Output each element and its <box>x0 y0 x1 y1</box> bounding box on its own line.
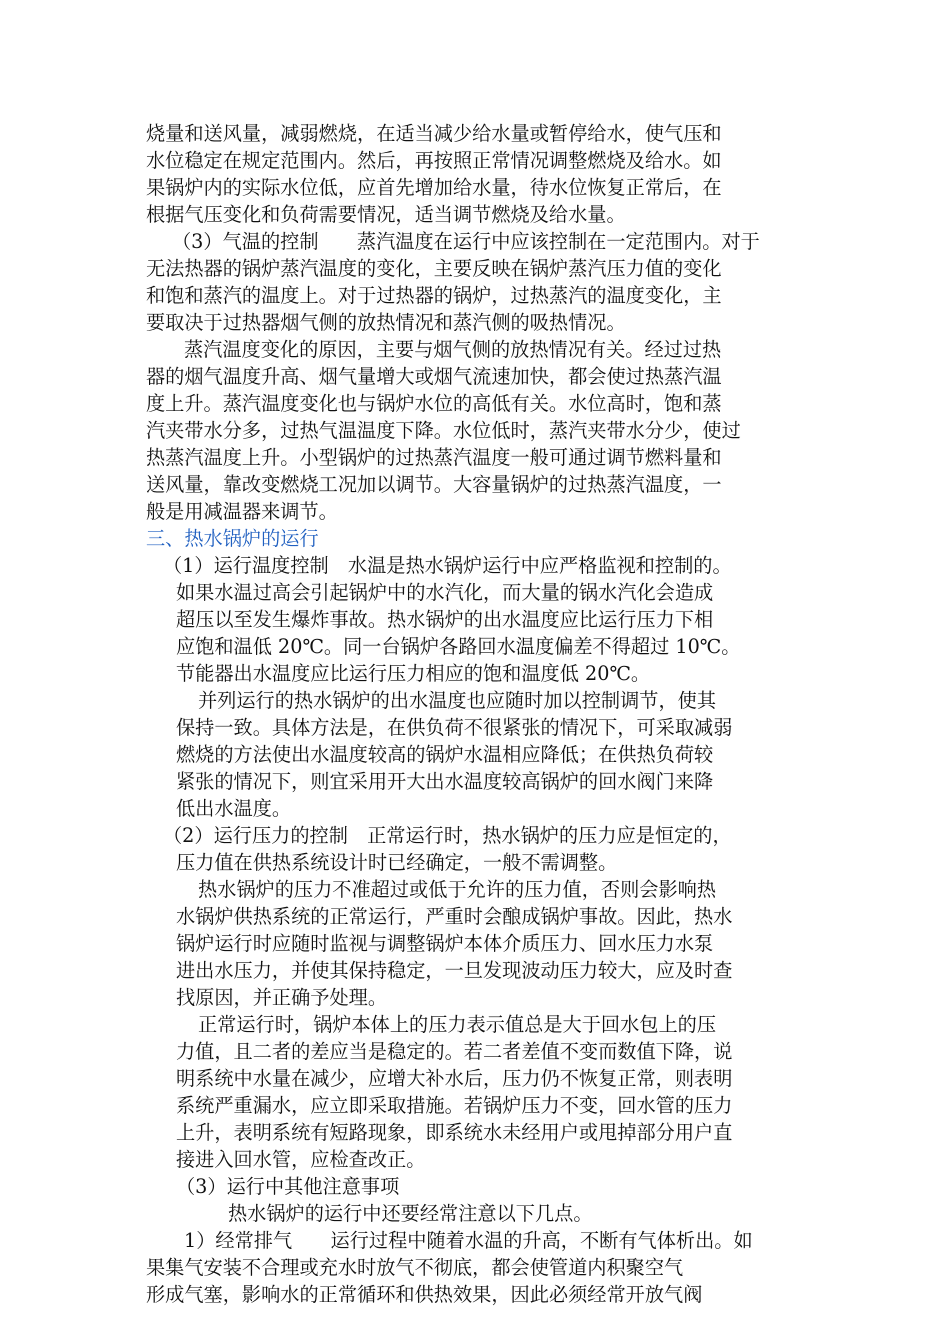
text-line: 水位稳定在规定范围内。然后，再按照正常情况调整燃烧及给水。如 <box>146 149 722 172</box>
text-line: 热蒸汽温度上升。小型锅炉的过热蒸汽温度一般可通过调节燃料量和 <box>146 446 722 469</box>
text-line: 根据气压变化和负荷需要情况，适当调节燃烧及给水量。 <box>146 203 626 226</box>
text-line: 形成气塞，影响水的正常循环和供热效果，因此必须经常开放气阀 <box>146 1283 703 1306</box>
text-line: 超压以至发生爆炸事故。热水锅炉的出水温度应比运行压力下相 <box>176 608 714 631</box>
text-line: 力值，且二者的差应当是稳定的。若二者差值不变而数值下降，说 <box>176 1040 733 1063</box>
text-line: （3）运行中其他注意事项 <box>176 1175 400 1198</box>
text-line: 明系统中水量在减少，应增大补水后，压力仍不恢复正常，则表明 <box>176 1067 733 1090</box>
text-line: （3）气温的控制 蒸汽温度在运行中应该控制在一定范围内。对于 <box>172 230 760 253</box>
text-line: 蒸汽温度变化的原因，主要与烟气侧的放热情况有关。经过过热 <box>184 338 722 361</box>
text-line: 压力值在供热系统设计时已经确定，一般不需调整。 <box>176 851 618 874</box>
text-line: 正常运行时，锅炉本体上的压力表示值总是大于回水包上的压 <box>198 1013 717 1036</box>
text-line: 节能器出水温度应比运行压力相应的饱和温度低 20℃。 <box>176 662 651 685</box>
text-line: 紧张的情况下，则宜采用开大出水温度较高锅炉的回水阀门来降 <box>176 770 714 793</box>
text-line: 低出水温度。 <box>176 797 292 820</box>
text-line: 烧量和送风量，减弱燃烧，在适当减少给水量或暂停给水，使气压和 <box>146 122 722 145</box>
text-line: 保持一致。具体方法是，在供负荷不很紧张的情况下，可采取减弱 <box>176 716 733 739</box>
text-line: 如果水温过高会引起锅炉中的水汽化，而大量的锅水汽化会造成 <box>176 581 714 604</box>
text-line: 果锅炉内的实际水位低，应首先增加给水量，待水位恢复正常后，在 <box>146 176 722 199</box>
text-line: 1）经常排气 运行过程中随着水温的升高，不断有气体析出。如 <box>184 1229 753 1252</box>
text-line: 找原因，并正确予处理。 <box>176 986 388 1009</box>
text-line: 果集气安装不合理或充水时放气不彻底，都会使管道内积聚空气 <box>146 1256 684 1279</box>
text-line: 热水锅炉的运行中还要经常注意以下几点。 <box>228 1202 593 1225</box>
text-line: 上升，表明系统有短路现象，即系统水未经用户或甩掉部分用户直 <box>176 1121 733 1144</box>
text-line: （1）运行温度控制 水温是热水锅炉运行中应严格监视和控制的。 <box>163 554 732 577</box>
text-line: 器的烟气温度升高、烟气量增大或烟气流速加快，都会使过热蒸汽温 <box>146 365 722 388</box>
text-line: 并列运行的热水锅炉的出水温度也应随时加以控制调节，使其 <box>198 689 717 712</box>
text-line: 进出水压力，并使其保持稳定，一旦发现波动压力较大，应及时查 <box>176 959 733 982</box>
text-line: 和饱和蒸汽的温度上。对于过热器的锅炉，过热蒸汽的温度变化，主 <box>146 284 722 307</box>
text-line: 应饱和温低 20℃。同一台锅炉各路回水温度偏差不得超过 10℃。 <box>176 635 741 658</box>
text-line: 锅炉运行时应随时监视与调整锅炉本体介质压力、回水压力水泵 <box>176 932 714 955</box>
text-line: 接进入回水管，应检查改正。 <box>176 1148 426 1171</box>
text-line: 系统严重漏水，应立即采取措施。若锅炉压力不变，回水管的压力 <box>176 1094 733 1117</box>
text-line: 送风量，靠改变燃烧工况加以调节。大容量锅炉的过热蒸汽温度，一 <box>146 473 722 496</box>
text-line: 水锅炉供热系统的正常运行，严重时会酿成锅炉事故。因此，热水 <box>176 905 733 928</box>
text-line: 要取决于过热器烟气侧的放热情况和蒸汽侧的吸热情况。 <box>146 311 626 334</box>
section-heading: 三、热水锅炉的运行 <box>146 527 319 550</box>
text-line: 般是用减温器来调节。 <box>146 500 338 523</box>
text-line: 燃烧的方法使出水温度较高的锅炉水温相应降低；在供热负荷较 <box>176 743 714 766</box>
text-line: 无法热器的锅炉蒸汽温度的变化，主要反映在锅炉蒸汽压力值的变化 <box>146 257 722 280</box>
text-line: 度上升。蒸汽温度变化也与锅炉水位的高低有关。水位高时，饱和蒸 <box>146 392 722 415</box>
text-line: 汽夹带水分多，过热气温温度下降。水位低时，蒸汽夹带水分少，使过 <box>146 419 741 442</box>
text-line: 热水锅炉的压力不准超过或低于允许的压力值，否则会影响热 <box>198 878 717 901</box>
text-line: （2）运行压力的控制 正常运行时，热水锅炉的压力应是恒定的， <box>163 824 732 847</box>
